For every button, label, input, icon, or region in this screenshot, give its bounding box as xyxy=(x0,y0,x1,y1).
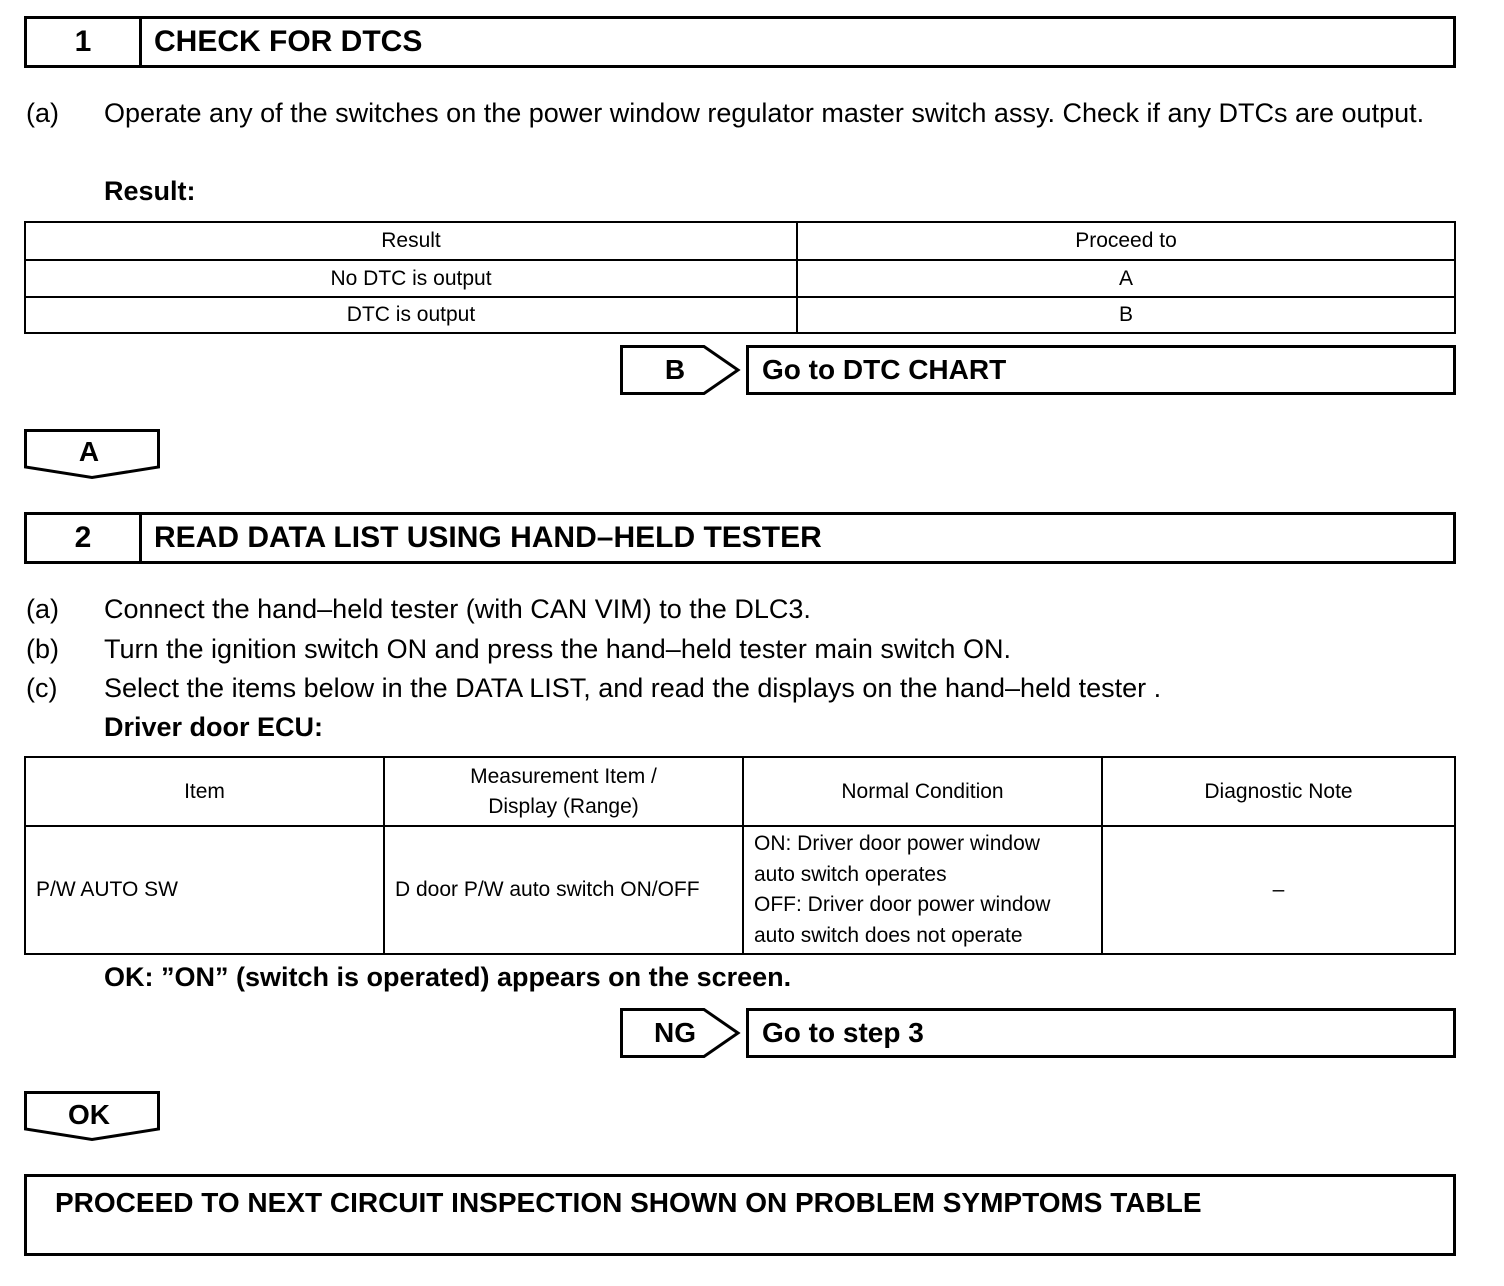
final-instruction-text: PROCEED TO NEXT CIRCUIT INSPECTION SHOWN ON PROBLEM SYMPTOMS TABLE xyxy=(55,1187,1202,1218)
table-row xyxy=(25,297,1455,333)
branch-b-arrow xyxy=(620,345,744,395)
item-text: Operate any of the switches on the power window regulator master switch assy. Check if any DTCs are output. xyxy=(104,98,1425,128)
table-cell: No DTC is output xyxy=(25,260,797,297)
continue-ok-label: OK xyxy=(68,1099,110,1130)
table-cell: P/W AUTO SW xyxy=(25,826,384,954)
cell-line: OFF: Driver door power window xyxy=(754,893,1051,916)
branch-ng-label: NG xyxy=(654,1017,696,1048)
branch-b-label: B xyxy=(664,354,686,385)
step-1-header xyxy=(24,16,1456,68)
result-heading: Result: xyxy=(104,176,196,206)
item-label: (a) xyxy=(26,594,59,624)
item-text: Connect the hand–held tester (with CAN VIM) to the DLC3. xyxy=(104,594,811,624)
table-header: Normal Condition xyxy=(743,757,1102,826)
driver-door-ecu-heading: Driver door ECU: xyxy=(104,712,324,742)
header-line: Measurement Item / xyxy=(470,764,657,788)
table-header: Proceed to xyxy=(797,222,1455,260)
table-header xyxy=(384,757,743,826)
data-list-table xyxy=(24,756,1456,955)
table-row xyxy=(25,260,1455,297)
item-label: (a) xyxy=(26,98,59,128)
step-2-title: READ DATA LIST USING HAND–HELD TESTER xyxy=(154,521,822,554)
step-2-instruction-a xyxy=(26,589,1460,629)
table-cell: B xyxy=(797,297,1455,333)
item-text: Turn the ignition switch ON and press the hand–held tester main switch ON. xyxy=(104,634,1011,664)
goto-step-3: Go to step 3 xyxy=(746,1008,1456,1058)
continue-a-label: A xyxy=(78,436,100,467)
table-cell xyxy=(743,826,1102,954)
item-label: (b) xyxy=(26,634,59,664)
goto-dtc-chart: Go to DTC CHART xyxy=(746,345,1456,395)
step-2-header xyxy=(24,512,1456,564)
result-table xyxy=(24,221,1456,334)
table-row xyxy=(25,826,1455,954)
item-label: (c) xyxy=(26,673,58,703)
table-cell: A xyxy=(797,260,1455,297)
header-line: Display (Range) xyxy=(488,794,639,818)
step-2-instruction-c xyxy=(26,668,1460,708)
table-cell: – xyxy=(1102,826,1455,954)
table-header-row xyxy=(25,757,1455,826)
table-cell: D door P/W auto switch ON/OFF xyxy=(384,826,743,954)
step-1-instruction-a xyxy=(26,93,1460,175)
cell-line: auto switch operates xyxy=(754,862,947,886)
continue-ok-tab xyxy=(24,1091,160,1141)
step-2-instruction-b xyxy=(26,629,1460,669)
table-cell: DTC is output xyxy=(25,297,797,333)
table-header-row xyxy=(25,222,1455,260)
final-instruction-box xyxy=(24,1174,1456,1256)
branch-ng-arrow xyxy=(620,1008,744,1058)
table-header: Result xyxy=(25,222,797,260)
cell-line: auto switch does not operate xyxy=(754,923,1023,947)
cell-line: ON: Driver door power window xyxy=(754,832,1040,855)
table-header: Diagnostic Note xyxy=(1102,757,1455,826)
ok-condition-text: OK: ”ON” (switch is operated) appears on the screen. xyxy=(104,962,792,992)
table-header: Item xyxy=(25,757,384,826)
step-2-number: 2 xyxy=(27,515,142,561)
step-1-number: 1 xyxy=(27,19,142,65)
step-1-title: CHECK FOR DTCS xyxy=(154,25,423,58)
item-text: Select the items below in the DATA LIST, and read the displays on the hand–held tester . xyxy=(104,673,1162,703)
continue-a-tab xyxy=(24,429,160,479)
